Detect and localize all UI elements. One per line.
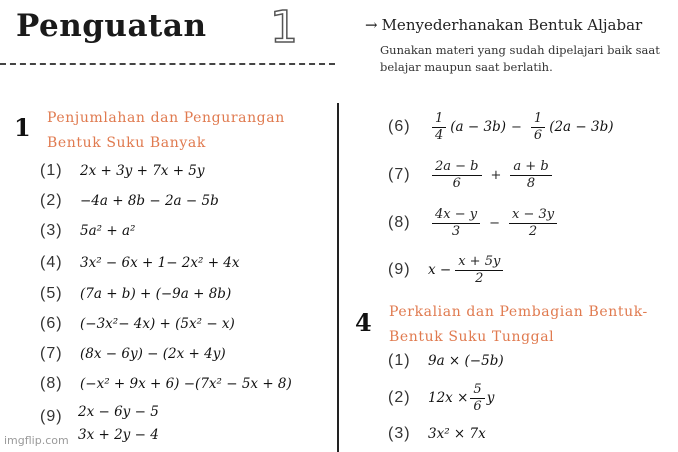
problem-label: (8) <box>40 375 63 392</box>
problem-expression: (−x² + 9x + 6) −(7x² − 5x + 8) <box>80 376 292 392</box>
fraction <box>455 254 503 287</box>
operator: − <box>511 119 522 135</box>
expression-part: y <box>486 390 495 406</box>
denominator: 4 <box>432 127 446 144</box>
denominator: 6 <box>531 127 545 144</box>
expression-part: x − <box>428 262 452 278</box>
problem-1-7 <box>40 341 226 367</box>
problem-label: (9) <box>40 408 63 425</box>
numerator: 5 <box>473 381 482 397</box>
denominator: 2 <box>455 270 503 287</box>
expression-part: (2a − 3b) <box>549 119 614 135</box>
problem-expression: (7a + b) + (−9a + 8b) <box>80 286 232 302</box>
numerator: x + 5y <box>458 253 501 269</box>
problem-3-6 <box>388 110 613 144</box>
problem-3-9 <box>388 252 507 288</box>
problem-label: (5) <box>40 285 63 302</box>
topic-text: Menyederhanakan Bentuk Aljabar <box>381 16 643 34</box>
arrow-right-icon: → <box>365 16 378 34</box>
problem-expression-line2: 3x + 2y − 4 <box>78 427 159 443</box>
section-1-number: 1 <box>14 113 31 142</box>
problem-1-2 <box>40 188 219 214</box>
problem-label: (1) <box>40 162 63 179</box>
problem-expression: 9a × (−5b) <box>428 353 504 369</box>
problem-1-4 <box>40 250 240 276</box>
operator: − <box>489 215 501 231</box>
problem-1-3 <box>40 218 135 244</box>
expression-part: 12x × <box>428 390 469 406</box>
problem-expression: 5a² + a² <box>80 223 136 239</box>
problem-expression: 3x² × 7x <box>428 426 486 442</box>
section-4-title <box>389 300 648 350</box>
problem-3-7 <box>388 157 556 193</box>
problem-expression-line1: 2x − 6y − 5 <box>78 404 159 420</box>
problem-label: (3) <box>388 425 411 442</box>
problem-label: (1) <box>388 352 411 369</box>
problem-label: (2) <box>388 389 411 406</box>
problem-3-8 <box>388 205 561 241</box>
expression-part: (a − 3b) <box>450 119 506 135</box>
section-4-title-line2: Bentuk Suku Tunggal <box>389 329 555 345</box>
problem-expression: (−3x²− 4x) + (5x² − x) <box>80 316 235 332</box>
numerator: 4x − y <box>435 206 478 222</box>
problem-1-5 <box>40 281 231 307</box>
problem-label: (6) <box>388 118 411 135</box>
fraction <box>531 111 545 144</box>
problem-expression: 3x² − 6x + 1− 2x² + 4x <box>80 255 240 271</box>
fraction <box>432 159 482 192</box>
problem-expression: −4a + 8b − 2a − 5b <box>80 193 219 209</box>
numerator: 1 <box>533 110 543 126</box>
problem-4-2 <box>388 379 494 417</box>
fraction <box>470 382 484 415</box>
problem-label: (4) <box>40 254 63 271</box>
fraction <box>432 207 480 240</box>
denominator: 8 <box>510 175 551 192</box>
denominator: 6 <box>432 175 482 192</box>
problem-4-1 <box>388 348 504 374</box>
numerator: a + b <box>513 158 549 174</box>
operator: + <box>490 167 502 183</box>
numerator: 2a − b <box>435 158 479 174</box>
dashed-divider <box>0 63 335 65</box>
problem-label: (7) <box>388 166 411 183</box>
column-divider <box>337 103 339 452</box>
problem-1-6 <box>40 311 235 337</box>
problem-label: (2) <box>40 192 63 209</box>
topic-description: Gunakan materi yang sudah dipelajari baik saat belajar maupun saat berlatih. <box>380 43 660 74</box>
denominator: 2 <box>509 223 557 240</box>
section-1-title-line1: Penjumlahan dan Pengurangan <box>47 110 285 126</box>
problem-expression: 2x + 3y + 7x + 5y <box>80 163 205 179</box>
problem-expression: (8x − 6y) − (2x + 4y) <box>80 346 226 362</box>
watermark: imgflip.com <box>4 434 69 447</box>
numerator: x − 3y <box>512 206 555 222</box>
problem-1-9 <box>40 404 80 430</box>
page-title: Penguatan <box>16 8 207 44</box>
fraction <box>509 207 557 240</box>
section-1-title <box>47 106 285 156</box>
problem-label: (9) <box>388 261 411 278</box>
problem-4-3 <box>388 421 486 447</box>
denominator: 6 <box>470 398 484 415</box>
section-4-title-line1: Perkalian dan Pembagian Bentuk- <box>389 304 648 320</box>
numerator: 1 <box>435 110 444 126</box>
section-1-title-line2: Bentuk Suku Banyak <box>47 135 206 151</box>
fraction <box>432 111 446 144</box>
problem-label: (7) <box>40 345 63 362</box>
problem-1-8 <box>40 371 292 397</box>
section-4-number: 4 <box>355 308 372 337</box>
problem-label: (6) <box>40 315 63 332</box>
section-badge-number: 1 <box>270 2 298 53</box>
problem-label: (8) <box>388 214 411 231</box>
denominator: 3 <box>432 223 480 240</box>
fraction <box>510 159 551 192</box>
problem-label: (3) <box>40 222 63 239</box>
topic-heading <box>365 16 642 34</box>
problem-1-1 <box>40 158 205 184</box>
